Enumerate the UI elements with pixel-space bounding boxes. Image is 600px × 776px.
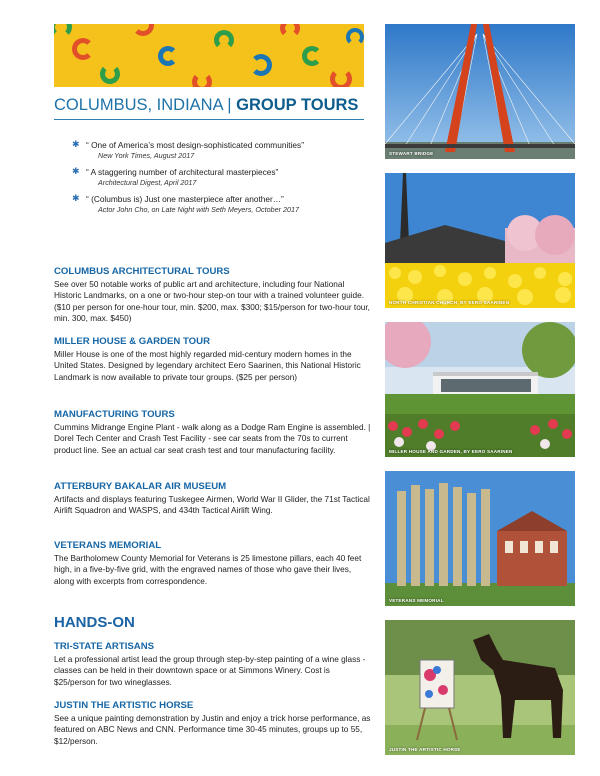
star-icon: ✱: [72, 166, 80, 176]
page-title: [54, 96, 358, 115]
photo-stewart-bridge: [385, 24, 575, 159]
quote-list: [72, 140, 372, 221]
photo-north-christian-church: [385, 173, 575, 308]
title-group-tours: GROUP TOURS: [236, 96, 359, 114]
memorial-illustration: [385, 471, 575, 606]
quote-text: “ A staggering number of architectural masterpieces”: [86, 167, 279, 177]
section-tri-state-artisans: [54, 641, 372, 688]
section-heading: ATTERBURY BAKALAR AIR MUSEUM: [54, 481, 227, 492]
ring-decoration: [280, 24, 300, 38]
section-heading: TRI-STATE ARTISANS: [54, 641, 155, 652]
ring-decoration: [250, 54, 272, 76]
section-body: See over 50 notable works of public art and architecture, including four National Historic Landmarks, on a one or two-hour step-on tour with a trained volunteer guide. ($10 per person for one-hour tour, min. $200, max. $300; $15/person for two-hour tour, min. 300, max. $450): [54, 280, 370, 324]
horse-illustration: [385, 620, 575, 755]
section-heading: MILLER HOUSE & GARDEN TOUR: [54, 336, 210, 347]
star-icon: ✱: [72, 139, 80, 149]
section-body: Artifacts and displays featuring Tuskegee Airmen, World War II Glider, the 71st Tactical Airlift Squadron and WASPS, and 434th Tactical Airlift Wing.: [54, 495, 370, 516]
quote-item: [72, 140, 372, 161]
ring-decoration: [330, 68, 352, 87]
photo-miller-house: [385, 322, 575, 457]
section-heading: JUSTIN THE ARTISTIC HORSE: [54, 700, 194, 711]
quote-item: [72, 194, 372, 215]
section-body: Cummins Midrange Engine Plant - walk along as a Dodge Ram Engine is assembled. | Dorel Tech Center and Crash Test Facility - see car seats from the 70s to current product line. See an actual car seat crash test and tour manufacturing facility.: [54, 423, 371, 455]
star-icon: ✱: [72, 193, 80, 203]
photo-veterans-memorial: [385, 471, 575, 606]
photo-caption: STEWART BRIDGE: [389, 151, 434, 156]
quote-text: “ One of America’s most design-sophisticated communities”: [86, 140, 304, 150]
header-banner: [54, 24, 364, 87]
section-manufacturing-tours: [54, 409, 372, 456]
ring-decoration: [100, 64, 120, 84]
photo-caption: MILLER HOUSE AND GARDEN, BY EERO SAARINEN: [389, 449, 513, 454]
section-heading: MANUFACTURING TOURS: [54, 409, 175, 420]
title-divider: [54, 119, 364, 120]
hands-on-heading: HANDS-ON: [54, 614, 135, 631]
ring-decoration: [132, 24, 154, 36]
ring-decoration: [214, 30, 234, 50]
section-body: Let a professional artist lead the group through step-by-step painting of a wine glass - classes can be held in their downtown space or at Simmons Winery. Cost is $25/person for two wineglasses.: [54, 655, 366, 687]
ring-decoration: [346, 28, 364, 46]
section-body: Miller House is one of the most highly regarded mid-century modern homes in the United States. Designed by legendary architect Eero Saarinen, this National Historic Landmark is now available to private tour groups. ($25 per person): [54, 350, 361, 382]
section-artistic-horse: [54, 700, 372, 747]
ring-decoration: [302, 46, 322, 66]
quote-source: Architectural Digest, April 2017: [98, 178, 197, 187]
photo-caption: JUSTIN THE ARTISTIC HORSE: [389, 747, 461, 752]
bridge-illustration: [385, 24, 575, 159]
ring-decoration: [54, 24, 72, 38]
title-city: COLUMBUS, INDIANA |: [54, 96, 237, 114]
section-atterbury-museum: [54, 481, 372, 517]
section-architectural-tours: [54, 266, 372, 325]
section-heading: COLUMBUS ARCHITECTURAL TOURS: [54, 266, 230, 277]
photo-caption: NORTH CHRISTIAN CHURCH, BY EERO SAARINEN: [389, 300, 510, 305]
section-miller-house: [54, 336, 372, 383]
miller-house-illustration: [385, 322, 575, 457]
quote-text: “ (Columbus is) Just one masterpiece after another…”: [86, 194, 284, 204]
section-body: See a unique painting demonstration by Justin and enjoy a trick horse performance, as featured on ABC News and CNN. Performance time 30-45 minutes, groups up to 55, $12/person.: [54, 714, 371, 746]
ring-decoration: [192, 72, 212, 87]
section-body: The Bartholomew County Memorial for Veterans is 25 limestone pillars, each 40 feet high, in a five-by-five grid, with the engraved names of those who gave their lives, along with excerpts from correspondence.: [54, 554, 362, 586]
photo-caption: VETERANS MEMORIAL: [389, 598, 444, 603]
photo-artistic-horse: [385, 620, 575, 755]
quote-source: Actor John Cho, on Late Night with Seth Meyers, October 2017: [98, 205, 299, 214]
section-veterans-memorial: [54, 540, 372, 587]
quote-item: [72, 167, 372, 188]
church-illustration: [385, 173, 575, 308]
section-heading: VETERANS MEMORIAL: [54, 540, 162, 551]
ring-decoration: [72, 38, 94, 60]
quote-source: New York Times, August 2017: [98, 151, 195, 160]
ring-decoration: [158, 46, 178, 66]
